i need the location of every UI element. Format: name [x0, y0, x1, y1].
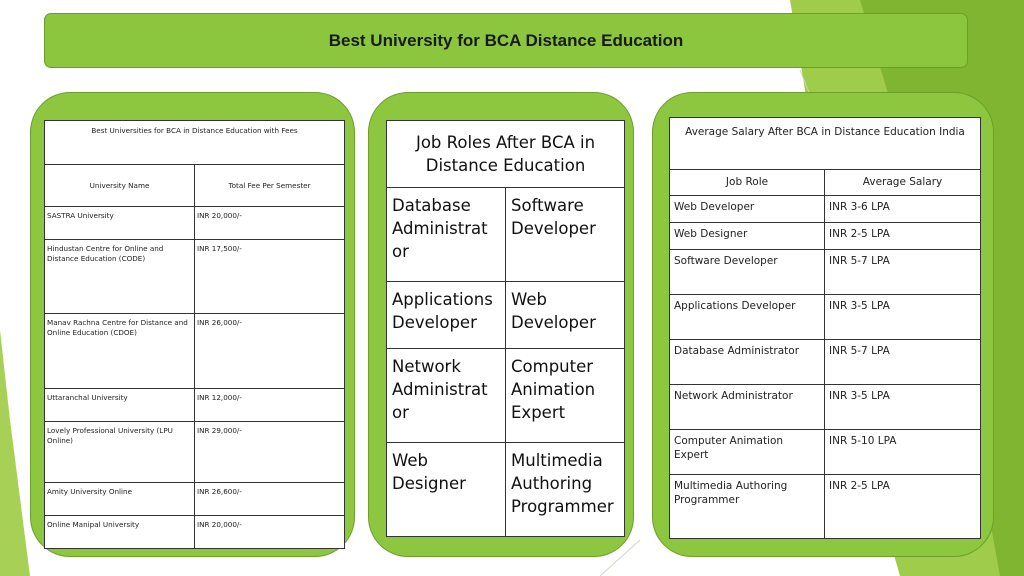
- role-cell: Multimedia Authoring Programmer: [506, 443, 625, 537]
- title-banner: [44, 13, 968, 68]
- cell-job-role: Network Administrator: [670, 385, 825, 430]
- cell-job-role: Software Developer: [670, 250, 825, 295]
- cell-fee: INR 12,000/-: [195, 389, 345, 422]
- salary-table-caption: Average Salary After BCA in Distance Education India: [670, 118, 981, 170]
- cell-university: SASTRA University: [45, 207, 195, 240]
- role-cell: Applications Developer: [387, 282, 506, 349]
- cell-salary: INR 5-10 LPA: [825, 430, 981, 475]
- cell-fee: INR 29,000/-: [195, 422, 345, 483]
- col-header: University Name: [45, 165, 195, 207]
- fees-table: [44, 120, 345, 549]
- cell-salary: INR 3-6 LPA: [825, 196, 981, 223]
- page-title: Best University for BCA Distance Education: [328, 30, 684, 50]
- role-cell: Web Developer: [506, 282, 625, 349]
- col-header: Average Salary: [825, 170, 981, 196]
- cell-job-role: Multimedia Authoring Programmer: [670, 475, 825, 539]
- bg-green-shape-left: [0, 330, 30, 576]
- cell-salary: INR 2-5 LPA: [825, 475, 981, 539]
- cell-salary: INR 5-7 LPA: [825, 250, 981, 295]
- cell-fee: INR 26,000/-: [195, 314, 345, 389]
- roles-table-caption: Job Roles After BCA in Distance Education: [387, 121, 625, 188]
- cell-salary: INR 2-5 LPA: [825, 223, 981, 250]
- cell-salary: INR 3-5 LPA: [825, 295, 981, 340]
- role-cell: Computer Animation Expert: [506, 349, 625, 443]
- cell-job-role: Web Developer: [670, 196, 825, 223]
- cell-university: Uttaranchal University: [45, 389, 195, 422]
- cell-job-role: Web Designer: [670, 223, 825, 250]
- role-cell: Network Administrat or: [387, 349, 506, 443]
- cell-job-role: Database Administrator: [670, 340, 825, 385]
- col-header: Job Role: [670, 170, 825, 196]
- cell-university: Amity University Online: [45, 483, 195, 516]
- col-header: Total Fee Per Semester: [195, 165, 345, 207]
- cell-job-role: Computer Animation Expert: [670, 430, 825, 475]
- cell-university: Lovely Professional University (LPU Online): [45, 422, 195, 483]
- salary-table: [669, 117, 981, 539]
- cell-job-role: Applications Developer: [670, 295, 825, 340]
- fees-table-caption: Best Universities for BCA in Distance Education with Fees: [45, 121, 345, 165]
- cell-salary: INR 3-5 LPA: [825, 385, 981, 430]
- roles-table: [386, 120, 625, 537]
- cell-fee: INR 20,000/-: [195, 516, 345, 549]
- role-cell: Database Administrat or: [387, 188, 506, 282]
- cell-fee: INR 20,000/-: [195, 207, 345, 240]
- cell-university: Manav Rachna Centre for Distance and Online Education (CDOE): [45, 314, 195, 389]
- cell-fee: INR 26,600/-: [195, 483, 345, 516]
- role-cell: Software Developer: [506, 188, 625, 282]
- cell-fee: INR 17,500/-: [195, 240, 345, 314]
- cell-salary: INR 5-7 LPA: [825, 340, 981, 385]
- cell-university: Hindustan Centre for Online and Distance Education (CODE): [45, 240, 195, 314]
- role-cell: Web Designer: [387, 443, 506, 537]
- cell-university: Online Manipal University: [45, 516, 195, 549]
